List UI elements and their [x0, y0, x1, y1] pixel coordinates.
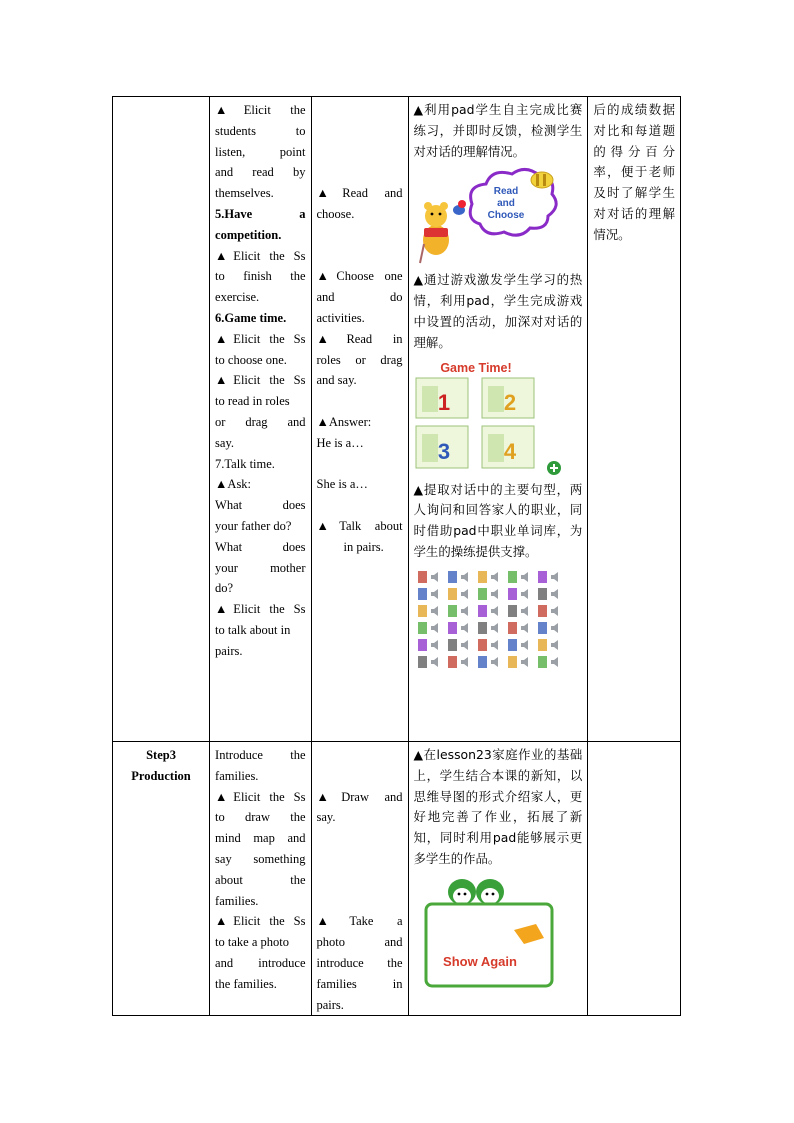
teacher-line: ▲Elicit the Ss	[215, 914, 306, 929]
teacher-line: ▲Elicit the Ss	[215, 331, 306, 346]
vocab-thumbnail-icon	[538, 605, 558, 617]
teacher-line: your father do?	[215, 518, 292, 533]
vocab-thumbnail-icon	[538, 622, 558, 634]
student-line: ▲Answer:	[316, 414, 372, 429]
vocab-thumbnail-icon	[508, 588, 528, 600]
teacher-line: say.	[215, 435, 235, 450]
table-row	[113, 97, 681, 742]
show-again-label: Show Again	[442, 953, 517, 969]
game-card-4	[482, 426, 534, 468]
vocab-thumbnail-icon	[508, 656, 528, 668]
teacher-activity-cell	[210, 742, 311, 1016]
vocab-thumbnail-icon	[478, 571, 498, 583]
purpose-cell	[408, 742, 588, 1016]
vocab-thumbnail-icon	[508, 571, 528, 583]
notes-cell	[588, 97, 681, 742]
read-choose-label-2: and	[496, 198, 515, 210]
teacher-line: ▲Elicit the	[215, 103, 306, 117]
vocab-thumbnail-icon	[538, 571, 558, 583]
vocab-thumbnail-icon	[508, 622, 528, 634]
vocab-thumbnail-icon	[538, 588, 558, 600]
vocab-thumbnail-icon	[478, 605, 498, 617]
student-line: and do	[316, 290, 403, 305]
teacher-line: students to	[215, 123, 306, 138]
show-again-image	[414, 872, 583, 990]
step-cell	[113, 742, 210, 1016]
teacher-line: the families.	[215, 976, 277, 991]
svg-text:1: 1	[437, 389, 450, 415]
teacher-line: What does	[215, 498, 306, 513]
student-activity-cell	[311, 97, 408, 742]
svg-text:4: 4	[503, 438, 516, 464]
student-line: She is a…	[316, 477, 368, 492]
svg-text:2: 2	[503, 389, 516, 415]
vocab-thumbnail-icon	[508, 639, 528, 651]
game-card-3	[416, 426, 468, 468]
teacher-line: listen, point	[215, 144, 306, 159]
teacher-line: ▲Elicit the Ss	[215, 789, 306, 804]
melon-mascot-icon	[448, 879, 504, 905]
vocab-thumbnail-icon	[478, 656, 498, 668]
teacher-line: and introduce	[215, 955, 306, 970]
student-line: in pairs.	[343, 539, 384, 554]
game-card-1	[416, 378, 468, 418]
student-line: introduce the	[316, 955, 403, 970]
student-line: and say.	[316, 373, 357, 388]
teacher-line: to read in roles	[215, 394, 290, 409]
student-line: choose.	[316, 206, 355, 221]
step-label: Step3 Production	[131, 748, 191, 783]
vocab-thumbnail-icon	[418, 571, 438, 583]
teacher-line: to choose one.	[215, 352, 287, 367]
teacher-line: to finish the	[215, 269, 306, 284]
read-choose-label-1: Read	[493, 186, 518, 198]
vocab-thumbnail-icon	[448, 605, 468, 617]
teacher-line: What does	[215, 539, 306, 554]
vocab-thumbnail-icon	[508, 605, 528, 617]
vocab-thumbnail-icon	[478, 588, 498, 600]
student-activity-cell	[311, 742, 408, 1016]
read-choose-label-3: Choose	[487, 210, 524, 222]
teacher-heading: 6.Game time.	[215, 310, 287, 325]
student-line: ▲Talk about	[316, 518, 403, 533]
vocab-thumbnail-icon	[448, 622, 468, 634]
vocab-thumbnail-icon	[448, 571, 468, 583]
table-row	[113, 742, 681, 1016]
vocab-thumbnail-icon	[418, 588, 438, 600]
student-line: ▲Draw and	[316, 789, 403, 804]
teacher-line: ▲Elicit the Ss	[215, 248, 306, 263]
student-line: activities.	[316, 310, 365, 325]
vocab-thumbnail-icon	[538, 639, 558, 651]
student-line: photo and	[316, 935, 403, 950]
teacher-heading: 5.Have a	[215, 206, 306, 221]
purpose-text: ▲提取对话中的主要句型，两人询问和回答家人的职业，同时借助pad中职业单词库，为学生的操练提供支撑。	[413, 481, 583, 559]
purpose-text: ▲通过游戏激发学生学习的热情，利用pad，学生完成游戏中设置的活动，加深对对话的理解。	[413, 272, 583, 350]
vocab-thumbnail-icon	[418, 622, 438, 634]
student-line: pairs.	[316, 997, 344, 1012]
step-cell	[113, 97, 210, 742]
teacher-line: families.	[215, 768, 259, 783]
student-line: roles or drag	[316, 352, 403, 367]
teacher-line: to draw the	[215, 810, 306, 825]
teacher-line: about the	[215, 872, 306, 887]
game-card-2	[482, 378, 534, 418]
teacher-line: ▲Elicit the Ss	[215, 373, 306, 388]
student-line: He is a…	[316, 435, 364, 450]
vocab-thumbnail-icon	[448, 656, 468, 668]
student-line: ▲Take a	[316, 914, 403, 929]
teacher-line: families.	[215, 893, 259, 908]
game-time-image	[414, 358, 583, 476]
teacher-line: to talk about in	[215, 622, 291, 637]
student-line: ▲Choose one	[316, 269, 403, 284]
lesson-plan-table	[112, 96, 681, 1016]
teacher-line: and read by	[215, 165, 306, 180]
student-line: families in	[316, 976, 403, 991]
teacher-line: say something	[215, 851, 306, 866]
game-time-title: Game Time!	[439, 360, 512, 375]
read-and-choose-image	[414, 166, 583, 266]
student-line: ▲Read in	[316, 331, 403, 346]
teacher-activity-cell	[210, 97, 311, 742]
teacher-line: mind map and	[215, 831, 306, 846]
teacher-line: ▲Ask:	[215, 477, 252, 492]
notes-text: 后的成绩数据对比和每道题的得分百分率，便于老师及时了解学生对对话的理解情况。	[593, 102, 675, 242]
vocab-thumbnail-icon	[418, 656, 438, 668]
vocab-thumbnail-icon	[448, 588, 468, 600]
teacher-line: to take a photo	[215, 935, 289, 950]
teacher-line: pairs.	[215, 643, 243, 658]
teacher-line: Introduce the	[215, 748, 306, 762]
notes-cell	[588, 742, 681, 1016]
purpose-cell	[408, 97, 588, 742]
vocab-thumbnail-icon	[448, 639, 468, 651]
vocab-thumbnail-icon	[478, 622, 498, 634]
teacher-heading: 7.Talk time.	[215, 456, 275, 471]
teacher-heading: competition.	[215, 227, 282, 242]
student-line: ▲Read and	[316, 186, 403, 201]
vocab-thumbnail-icon	[418, 605, 438, 617]
teacher-line: your mother	[215, 560, 306, 575]
vocab-thumbnail-icon	[478, 639, 498, 651]
vocabulary-bank-image	[414, 567, 583, 677]
teacher-line: ▲Elicit the Ss	[215, 602, 306, 617]
vocab-thumbnail-icon	[538, 656, 558, 668]
purpose-text: ▲利用pad学生自主完成比赛练习，并即时反馈，检测学生对对话的理解情况。	[413, 102, 583, 159]
teacher-line: themselves.	[215, 186, 274, 201]
bee-icon	[531, 172, 553, 188]
teacher-line: or drag and	[215, 414, 306, 429]
svg-text:3: 3	[437, 438, 450, 464]
teacher-line: exercise.	[215, 290, 260, 305]
purpose-text: ▲在lesson23家庭作业的基础上，学生结合本课的新知，以思维导图的形式介绍家人，更好地完善了作业，拓展了新知，同时利用pad能够展示更多学生的作品。	[413, 747, 583, 866]
teacher-line: do?	[215, 581, 234, 596]
student-line: say.	[316, 810, 336, 825]
vocab-thumbnail-icon	[418, 639, 438, 651]
